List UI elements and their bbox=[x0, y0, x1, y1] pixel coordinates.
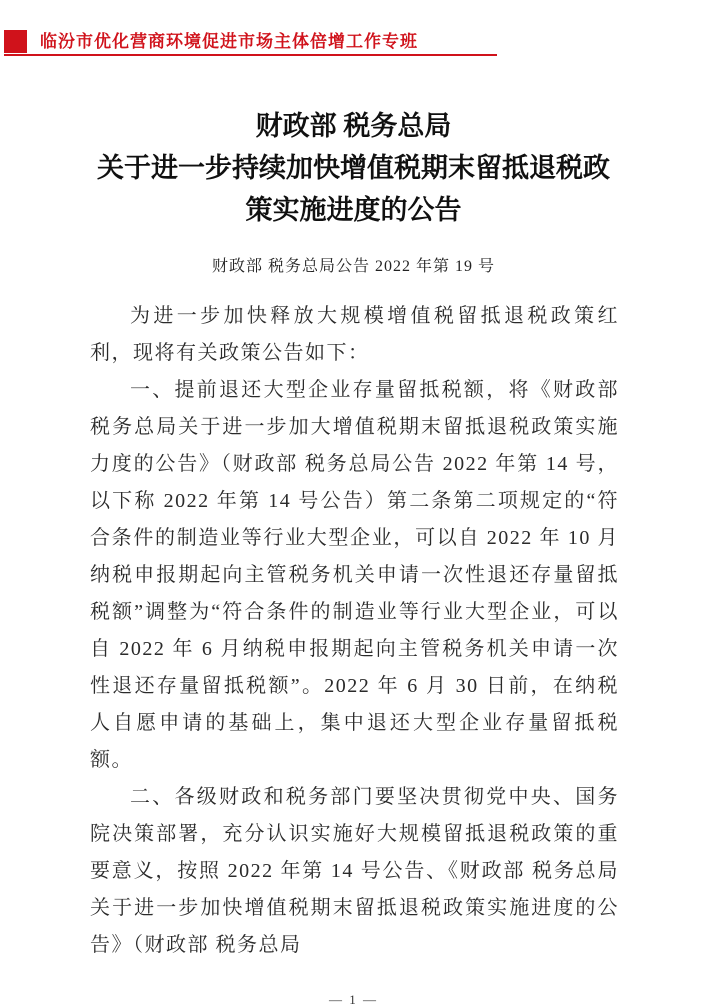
site-header bbox=[0, 0, 707, 56]
site-brand-title[interactable]: 临汾市优化营商环境促进市场主体倍增工作专班 bbox=[40, 32, 418, 51]
document-page bbox=[0, 105, 707, 1008]
document-body bbox=[90, 298, 619, 964]
document-title-line-2: 关于进一步持续加快增值税期末留抵退税政 bbox=[97, 153, 610, 183]
document-number: 财政部 税务总局公告 2022 年第 19 号 bbox=[211, 258, 495, 275]
document-title-line-1: 财政部 税务总局 bbox=[255, 111, 452, 141]
red-square-icon bbox=[4, 30, 27, 53]
site-brand bbox=[4, 30, 707, 53]
document-title-line-3: 策实施进度的公告 bbox=[245, 195, 462, 225]
document-title bbox=[40, 105, 667, 231]
body-paragraph: 一、提前退还大型企业存量留抵税额，将《财政部 税务总局关于进一步加大增值税期末留抵退税政策实施力度的公告》（财政部 税务总局公告 2022 年第 14 号，以下称 2022 年第 14 号公告）第二条第二项规定的“符合条件的制造业等行业大型企业，可以自 2022 年 10 月纳税申报期起向主管税务机关申请一次性退还存量留抵税额”调整为“符合条件的制造业等行业大型企业，可以自 2022 年 6 月纳税申报期起向主管税务机关申请一次性退还存量留抵税额”。2022 年 6 月 30 日前，在纳税人自愿申请的基础上，集中退还大型企业存量留抵税额。 bbox=[90, 379, 619, 771]
header-rule-divider bbox=[4, 54, 497, 56]
body-paragraph: 为进一步加快释放大规模增值税留抵退税政策红利，现将有关政策公告如下： bbox=[90, 305, 619, 364]
page-number: — 1 — bbox=[329, 992, 378, 1007]
body-paragraph: 二、各级财政和税务部门要坚决贯彻党中央、国务院决策部署，充分认识实施好大规模留抵退税政策的重要意义，按照 2022 年第 14 号公告、《财政部 税务总局关于进一步加快增值税期末留抵退税政策实施进度的公告》（财政部 税务总局 bbox=[90, 786, 619, 956]
